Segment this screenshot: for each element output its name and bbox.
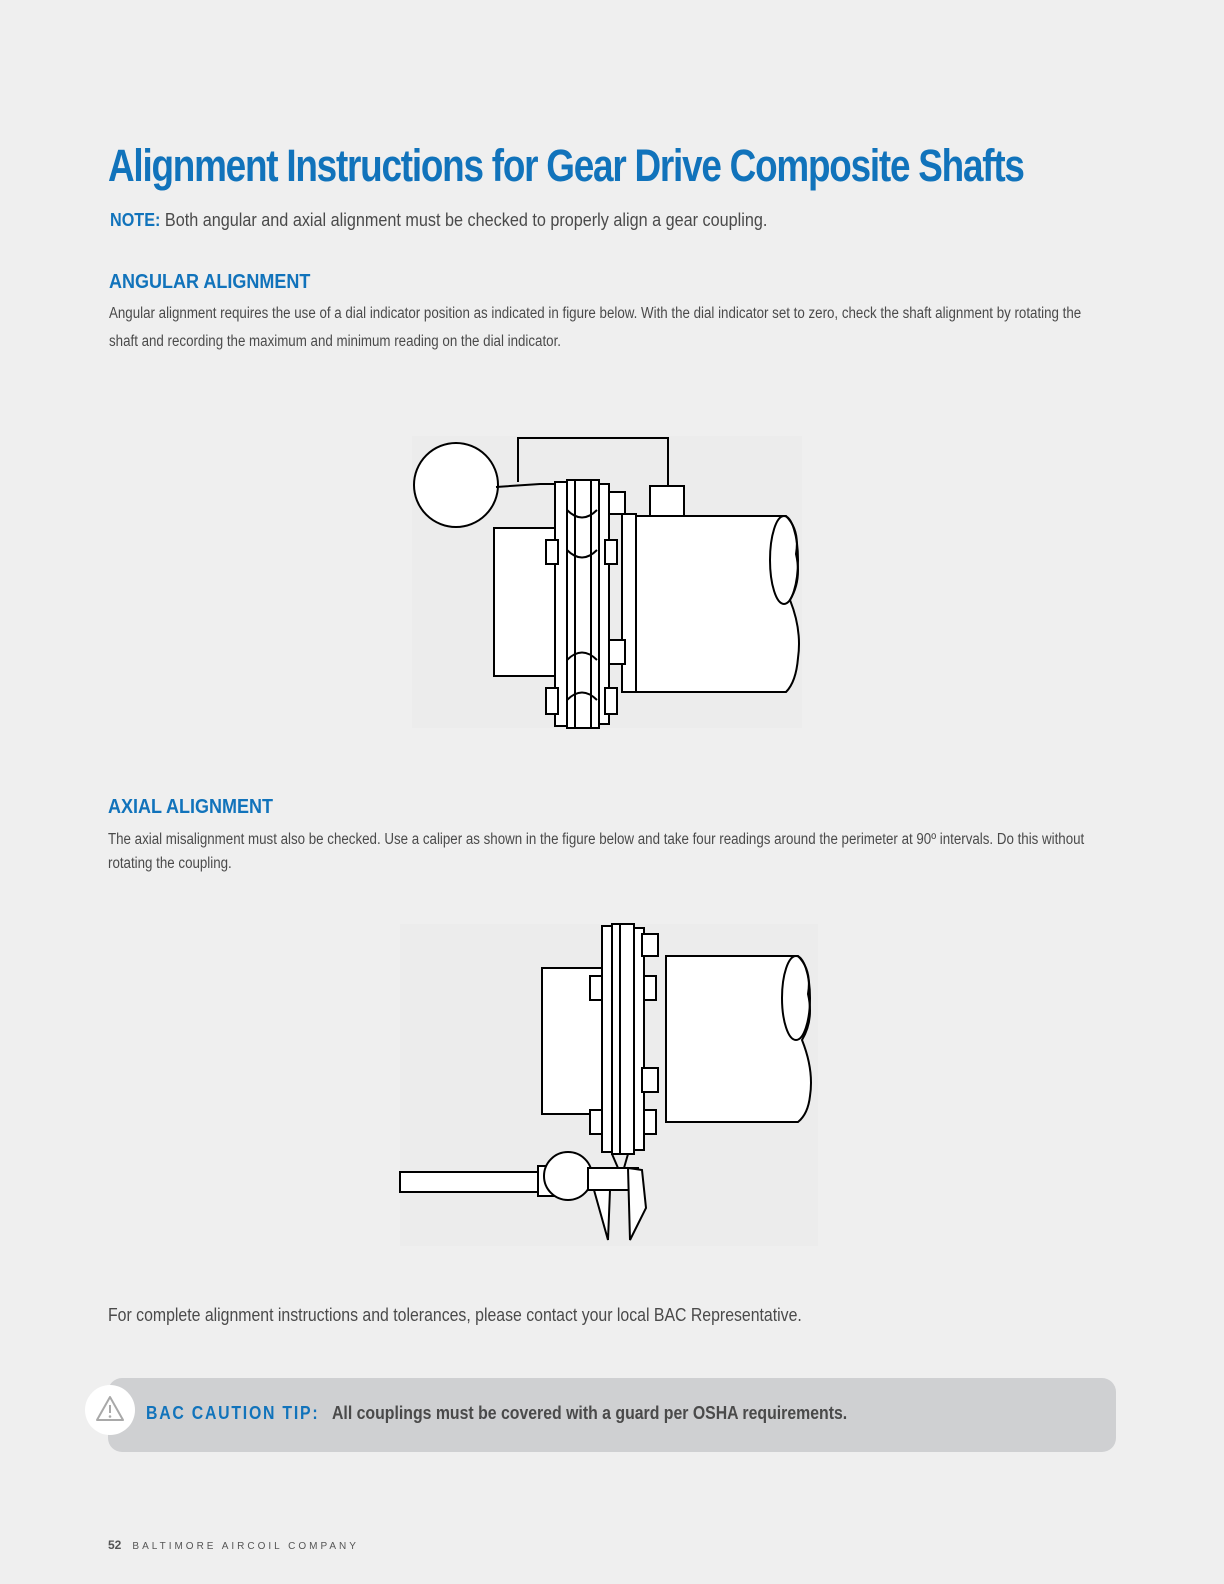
- note: [110, 210, 767, 231]
- company-name: BALTIMORE AIRCOIL COMPANY: [132, 1541, 359, 1552]
- axial-alignment-text: The axial misalignment must also be checked. Use a caliper as shown in the figure below and take four readings around the perimeter at 90º intervals. Do this without rotating the coupling.: [108, 831, 1085, 872]
- caution-label: BAC CAUTION TIP:: [146, 1403, 320, 1423]
- right-hub-face: [622, 514, 636, 692]
- dial-indicator-icon: [414, 443, 498, 527]
- right-shaft-2: [666, 956, 811, 1122]
- flange-center-2: [620, 924, 634, 1154]
- angular-alignment-text: Angular alignment requires the use of a dial indicator position as indicated in figure below. With the dial indicator set to zero, check the shaft alignment by rotating the shaft and recording the maximum and minimum reading on the dial indicator.: [109, 305, 1082, 350]
- note-label: NOTE:: [110, 210, 161, 230]
- contact-text: For complete alignment instructions and tolerances, please contact your local BAC Representative.: [108, 1305, 802, 1325]
- page-title: Alignment Instructions for Gear Drive Composite Shafts: [108, 140, 1024, 191]
- angular-alignment-figure: [400, 430, 820, 740]
- right-shaft: [635, 516, 799, 692]
- note-text: Both angular and axial alignment must be checked to properly align a gear coupling.: [164, 210, 768, 230]
- caution-message: All couplings must be covered with a guard per OSHA requirements.: [331, 1403, 848, 1423]
- angular-alignment-heading: ANGULAR ALIGNMENT: [109, 271, 311, 293]
- axial-alignment-heading: AXIAL ALIGNMENT: [108, 796, 274, 818]
- flange-center-left-2: [612, 924, 620, 1154]
- axial-alignment-figure: [398, 918, 823, 1258]
- indicator-clamp: [650, 486, 684, 516]
- flange-left-2: [602, 926, 612, 1152]
- page-number: 52: [108, 1538, 122, 1552]
- flange-right-2: [634, 928, 644, 1150]
- page-footer: [108, 1538, 359, 1552]
- caution-tip: [146, 1403, 847, 1424]
- flange-center-left: [567, 480, 575, 728]
- warning-triangle-icon: [85, 1385, 135, 1435]
- flange-center-right: [591, 480, 599, 728]
